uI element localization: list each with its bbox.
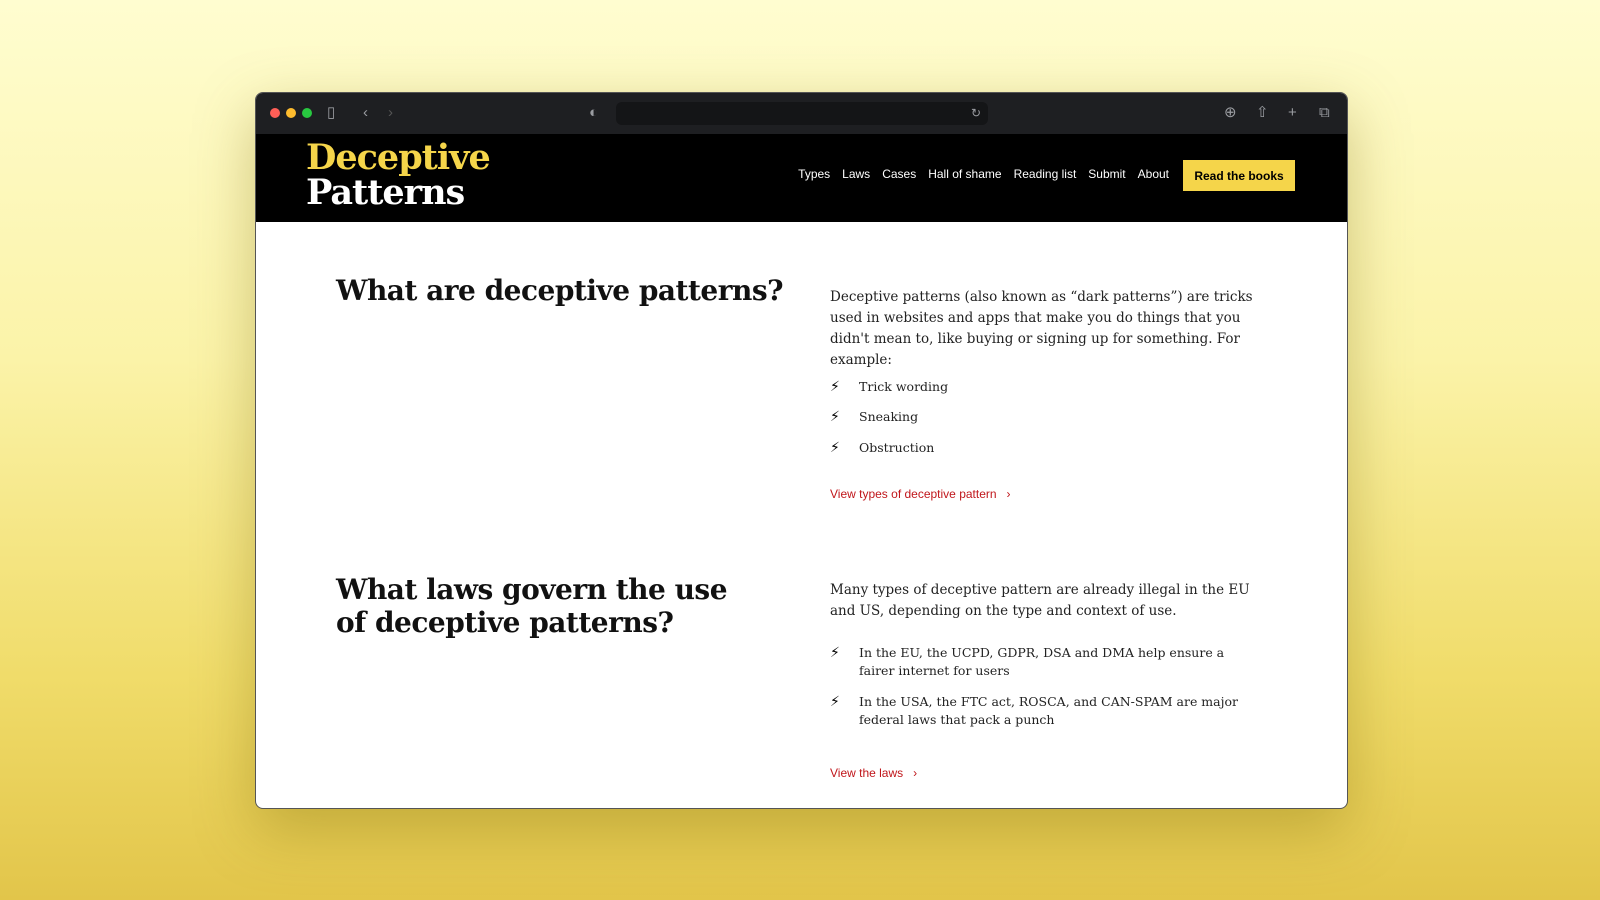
list-item-text: In the USA, the FTC act, ROSCA, and CAN-SPAM are major federal laws that pack a punch (859, 694, 1238, 727)
browser-toolbar (256, 93, 1347, 134)
nav-laws[interactable]: Laws (842, 167, 871, 181)
maximize-window-button[interactable] (302, 108, 312, 118)
list-item-text: Obstruction (859, 440, 935, 455)
list-item-text: Trick wording (859, 379, 949, 394)
sidebar-icon[interactable]: ▯ (327, 104, 336, 121)
nav-cases[interactable]: Cases (882, 167, 917, 181)
section-heading: What are deceptive patterns? (336, 274, 784, 307)
list-item (830, 693, 1260, 729)
link-text: View the laws (830, 766, 904, 780)
browser-window (255, 92, 1348, 809)
shield-icon[interactable]: ◐ (589, 104, 599, 121)
list-item-text: Sneaking (859, 409, 919, 424)
chevron-right-icon: › (1006, 487, 1011, 501)
read-the-books-button[interactable]: Read the books (1183, 160, 1295, 191)
section-heading: What laws govern the use of deceptive patterns? (336, 573, 728, 639)
site-header (256, 134, 1347, 222)
list-item (830, 439, 1260, 457)
download-icon[interactable]: ⊕ (1224, 104, 1237, 121)
list-item-text: In the EU, the UCPD, GDPR, DSA and DMA help ensure a fairer internet for users (859, 645, 1225, 678)
minimize-window-button[interactable] (286, 108, 296, 118)
chevron-right-icon: › (913, 766, 918, 780)
nav-hall-of-shame[interactable]: Hall of shame (928, 167, 1002, 181)
lightning-icon: ⚡︎ (830, 645, 840, 661)
nav-reading-list[interactable]: Reading list (1013, 167, 1077, 181)
reload-icon[interactable]: ↻ (971, 106, 982, 120)
logo-line-1: Deceptive (306, 137, 490, 178)
lightning-icon: ⚡︎ (830, 694, 840, 710)
close-window-button[interactable] (270, 108, 280, 118)
lightning-icon: ⚡︎ (830, 379, 840, 395)
lightning-icon: ⚡︎ (830, 440, 840, 456)
back-icon[interactable]: ‹ (363, 104, 368, 121)
nav-types[interactable]: Types (798, 167, 831, 181)
list-item (830, 378, 1260, 396)
list-item (830, 408, 1260, 426)
view-types-link[interactable] (830, 487, 1011, 501)
logo-line-2: Patterns (306, 172, 465, 213)
address-bar[interactable] (616, 102, 988, 125)
section-paragraph: Many types of deceptive pattern are already illegal in the EU and US, depending on the type and context of use. (830, 582, 1250, 619)
nav-about[interactable]: About (1137, 167, 1169, 181)
list-item (830, 644, 1260, 680)
new-tab-icon[interactable]: + (1288, 104, 1297, 121)
site-logo[interactable] (306, 137, 490, 213)
link-text: View types of deceptive pattern (830, 487, 997, 501)
forward-icon[interactable]: › (388, 104, 393, 121)
section-paragraph: Deceptive patterns (also known as “dark patterns”) are tricks used in websites and apps that make you do things that you didn't mean to, like buying or signing up for something. For example: (830, 289, 1253, 368)
lightning-icon: ⚡︎ (830, 409, 840, 425)
view-laws-link[interactable] (830, 766, 917, 780)
nav-submit[interactable]: Submit (1088, 167, 1126, 181)
share-icon[interactable]: ⇧ (1256, 104, 1269, 121)
tabs-icon[interactable]: ⧉ (1319, 104, 1330, 121)
main-nav (798, 167, 1169, 181)
